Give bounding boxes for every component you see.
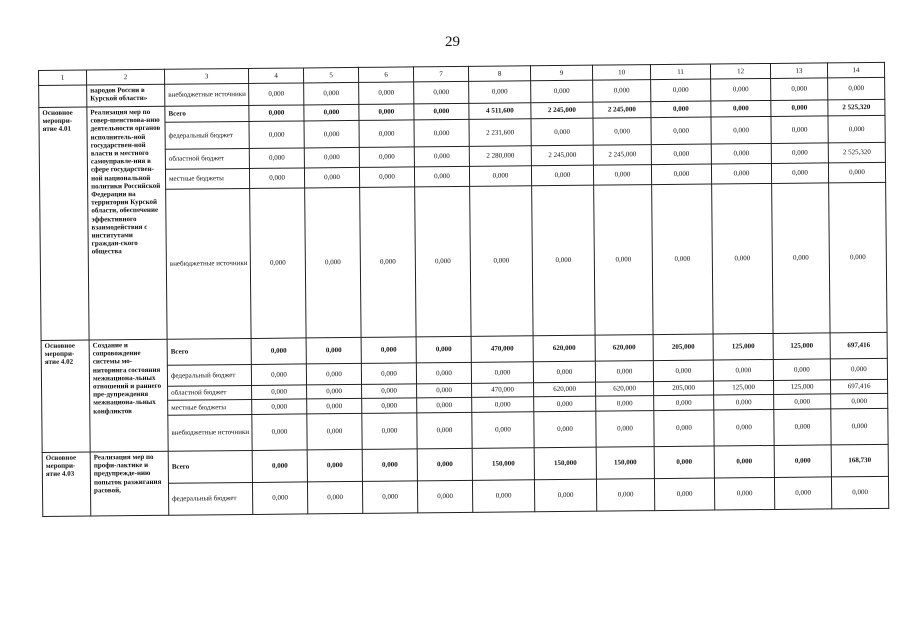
- event-code-cell: [39, 85, 87, 107]
- value-cell-col-4: 0,000: [252, 399, 307, 415]
- column-header-1: 1: [39, 70, 87, 85]
- value-cell-col-10: 150,000: [596, 447, 654, 480]
- value-cell-col-5: 0,000: [307, 449, 362, 482]
- value-cell-col-13: 0,000: [771, 116, 828, 144]
- value-cell-col-6: 0,000: [361, 363, 416, 385]
- value-cell-col-7: 0,000: [414, 146, 469, 167]
- value-cell-col-8: 0,000: [472, 480, 534, 513]
- value-cell-col-7: 0,000: [417, 383, 472, 398]
- value-cell-col-6: 0,000: [359, 104, 414, 121]
- value-cell-col-5: 0,000: [307, 398, 362, 414]
- value-cell-col-11: 0,000: [651, 164, 711, 185]
- value-cell-col-10: 0,000: [593, 165, 651, 186]
- page-number: 29: [445, 34, 460, 50]
- value-cell-col-9: 0,000: [531, 118, 593, 146]
- value-cell-col-12: 0,000: [711, 163, 771, 184]
- budget-table-sheet: [38, 62, 888, 517]
- funding-source-cell: внебюджетные источники: [165, 83, 249, 106]
- value-cell-col-8: 470,000: [471, 336, 533, 363]
- column-header-13: 13: [770, 63, 827, 79]
- funding-source-cell: местные бюджеты: [168, 399, 252, 415]
- value-cell-col-8: 0,000: [469, 166, 531, 187]
- column-header-12: 12: [710, 63, 770, 79]
- value-cell-col-8: 0,000: [472, 397, 534, 413]
- funding-source-cell: Всего: [168, 450, 252, 483]
- value-cell-col-7: 0,000: [417, 448, 472, 481]
- event-name-cell: Реализация мер по профи-лактике и предупрежде-нию попыток разжигания расовой,: [90, 451, 169, 516]
- value-cell-col-5: 0,000: [307, 481, 362, 514]
- value-cell-col-9: 620,000: [533, 335, 595, 362]
- value-cell-col-14: 2 525,320: [828, 99, 885, 116]
- value-cell-col-14: 0,000: [828, 77, 885, 100]
- value-cell-col-6: 0,000: [362, 449, 417, 482]
- event-name-cell: Создание и сопровождение системы мо-ниторинга состояния межнациона-льных отношений и раннего пре-дупреждения межнациона-льных конфликтов: [89, 339, 168, 452]
- value-cell-col-10: 0,000: [596, 479, 654, 512]
- value-cell-col-10: 620,000: [595, 335, 653, 362]
- value-cell-col-5: 0,000: [307, 413, 362, 450]
- value-cell-col-4: 0,000: [249, 148, 304, 169]
- value-cell-col-5: 0,000: [304, 147, 359, 168]
- value-cell-col-14: 0,000: [831, 408, 888, 445]
- value-cell-col-9: 0,000: [534, 396, 596, 412]
- value-cell-col-13: 0,000: [774, 409, 831, 446]
- value-cell-col-4: 0,000: [249, 83, 304, 106]
- table-row: [42, 476, 888, 516]
- value-cell-col-7: 0,000: [417, 412, 472, 449]
- value-cell-col-4: 0,000: [252, 414, 307, 451]
- column-header-10: 10: [592, 65, 650, 81]
- value-cell-col-5: 0,000: [304, 167, 359, 188]
- value-cell-col-12: 0,000: [711, 116, 771, 144]
- value-cell-col-13: 125,000: [773, 333, 830, 360]
- funding-source-cell: внебюджетные источники: [168, 414, 252, 451]
- value-cell-col-14: 0,000: [829, 182, 887, 333]
- value-cell-col-12: 125,000: [713, 333, 773, 360]
- value-cell-col-13: 0,000: [771, 163, 828, 184]
- value-cell-col-8: 2 231,600: [469, 119, 531, 147]
- value-cell-col-7: 0,000: [414, 103, 469, 120]
- value-cell-col-14: 0,000: [831, 476, 888, 509]
- value-cell-col-13: 0,000: [774, 394, 831, 410]
- value-cell-col-12: 0,000: [711, 143, 771, 164]
- column-header-2: 2: [87, 69, 165, 85]
- funding-source-cell: федеральный бюджет: [167, 364, 251, 386]
- value-cell-col-12: 0,000: [712, 183, 773, 334]
- value-cell-col-6: 0,000: [359, 147, 414, 168]
- event-code-cell: Основное меропри-ятие 4.01: [39, 107, 89, 340]
- value-cell-col-7: 0,000: [415, 186, 471, 337]
- value-cell-col-4: 0,000: [251, 338, 306, 365]
- value-cell-col-4: 0,000: [252, 385, 307, 400]
- value-cell-col-8: 0,000: [470, 186, 533, 337]
- value-cell-col-9: 0,000: [533, 361, 595, 383]
- value-cell-col-12: 0,000: [711, 78, 771, 101]
- value-cell-col-9: 0,000: [532, 185, 595, 336]
- value-cell-col-5: 0,000: [306, 363, 361, 385]
- value-cell-col-10: 0,000: [593, 80, 651, 103]
- value-cell-col-10: 0,000: [595, 361, 653, 383]
- value-cell-col-11: 205,000: [654, 381, 714, 396]
- value-cell-col-11: 205,000: [653, 334, 713, 361]
- value-cell-col-8: 4 511,600: [469, 103, 531, 120]
- event-code-cell: Основное меропри-ятие 4.02: [41, 340, 90, 452]
- value-cell-col-6: 0,000: [362, 481, 417, 514]
- value-cell-col-13: 0,000: [774, 445, 831, 478]
- value-cell-col-10: 0,000: [596, 396, 654, 412]
- value-cell-col-11: 0,000: [652, 184, 713, 335]
- value-cell-col-12: 0,000: [714, 445, 774, 478]
- value-cell-col-9: 0,000: [531, 80, 593, 103]
- value-cell-col-5: 0,000: [307, 384, 362, 399]
- value-cell-col-13: 0,000: [773, 359, 830, 381]
- value-cell-col-9: 2 245,000: [531, 145, 593, 166]
- column-header-5: 5: [303, 67, 358, 83]
- event-code-cell: Основное меропри-ятие 4.03: [42, 452, 91, 516]
- value-cell-col-8: 0,000: [469, 81, 531, 104]
- funding-source-cell: федеральный бюджет: [168, 482, 252, 515]
- value-cell-col-5: 0,000: [304, 82, 359, 105]
- value-cell-col-12: 0,000: [714, 409, 774, 446]
- value-cell-col-7: 0,000: [414, 119, 469, 147]
- value-cell-col-13: 0,000: [771, 78, 828, 101]
- value-cell-col-11: 0,000: [651, 101, 711, 118]
- column-header-8: 8: [468, 66, 530, 82]
- value-cell-col-11: 0,000: [653, 360, 713, 382]
- event-name-cell: Реализация мер по совер-шенствова-нию деятельности органов исполнитель-ной государствен-ной власти и местного самоуправле-ния в сфере государствен-ной национальной политики Российской Федерации на территории Курской области, обеспечение эффективного взаимодействия с институтами граждан-ского общества: [87, 106, 167, 340]
- value-cell-col-12: 0,000: [714, 477, 774, 510]
- value-cell-col-7: 0,000: [416, 362, 471, 384]
- table-row: [40, 182, 887, 340]
- funding-source-cell: Всего: [165, 105, 249, 122]
- funding-source-cell: внебюджетные источники: [166, 188, 251, 339]
- value-cell-col-9: 150,000: [534, 447, 596, 480]
- value-cell-col-4: 0,000: [252, 450, 307, 483]
- value-cell-col-4: 0,000: [251, 364, 306, 386]
- value-cell-col-11: 0,000: [654, 410, 714, 447]
- value-cell-col-13: 125,000: [774, 380, 831, 395]
- column-header-14: 14: [827, 62, 884, 78]
- value-cell-col-5: 0,000: [305, 187, 361, 338]
- value-cell-col-5: 0,000: [304, 120, 359, 148]
- event-name-cell: народов России в Курской области»: [87, 84, 165, 107]
- value-cell-col-4: 0,000: [249, 168, 304, 189]
- value-cell-col-6: 0,000: [362, 413, 417, 450]
- value-cell-col-14: 2 525,320: [828, 142, 885, 163]
- funding-source-cell: местные бюджеты: [165, 168, 249, 189]
- value-cell-col-4: 0,000: [249, 105, 304, 122]
- table-body: [39, 77, 889, 516]
- value-cell-col-8: 150,000: [472, 448, 534, 481]
- value-cell-col-5: 0,000: [306, 337, 361, 364]
- value-cell-col-10: 0,000: [594, 185, 653, 336]
- value-cell-col-14: 697,416: [831, 379, 888, 394]
- value-cell-col-4: 0,000: [250, 188, 306, 339]
- value-cell-col-12: 125,000: [714, 380, 774, 395]
- value-cell-col-7: 0,000: [414, 81, 469, 104]
- value-cell-col-14: 0,000: [830, 358, 887, 380]
- column-header-7: 7: [413, 66, 468, 82]
- value-cell-col-9: 2 245,000: [531, 102, 593, 119]
- value-cell-col-11: 0,000: [651, 144, 711, 165]
- value-cell-col-12: 0,000: [713, 359, 773, 381]
- value-cell-col-5: 0,000: [304, 104, 359, 121]
- value-cell-col-9: 0,000: [534, 411, 596, 448]
- value-cell-col-10: 2 245,000: [593, 145, 651, 166]
- funding-source-cell: Всего: [167, 338, 251, 365]
- value-cell-col-9: 0,000: [531, 165, 593, 186]
- value-cell-col-13: 0,000: [774, 477, 831, 510]
- value-cell-col-8: 470,000: [472, 383, 534, 398]
- value-cell-col-10: 0,000: [593, 118, 651, 146]
- value-cell-col-8: 0,000: [472, 412, 534, 449]
- value-cell-col-10: 2 245,000: [593, 102, 651, 119]
- column-header-11: 11: [650, 64, 710, 80]
- value-cell-col-13: 0,000: [772, 183, 830, 334]
- value-cell-col-8: 0,000: [471, 362, 533, 384]
- value-cell-col-14: 0,000: [828, 115, 885, 143]
- value-cell-col-13: 0,000: [771, 143, 828, 164]
- funding-source-cell: областной бюджет: [165, 148, 249, 169]
- column-header-3: 3: [164, 68, 248, 84]
- value-cell-col-14: 0,000: [831, 393, 888, 409]
- value-cell-col-14: 697,416: [830, 332, 887, 359]
- value-cell-col-9: 620,000: [534, 382, 596, 397]
- value-cell-col-14: 0,000: [828, 162, 885, 183]
- value-cell-col-13: 0,000: [771, 100, 828, 117]
- value-cell-col-6: 0,000: [359, 167, 414, 188]
- funding-source-cell: областной бюджет: [168, 385, 252, 400]
- value-cell-col-7: 0,000: [417, 480, 472, 513]
- value-cell-col-4: 0,000: [249, 121, 304, 149]
- value-cell-col-7: 0,000: [416, 336, 471, 363]
- value-cell-col-7: 0,000: [417, 397, 472, 413]
- value-cell-col-6: 0,000: [359, 82, 414, 105]
- value-cell-col-11: 0,000: [651, 117, 711, 145]
- value-cell-col-10: 0,000: [596, 411, 654, 448]
- value-cell-col-11: 0,000: [654, 478, 714, 511]
- value-cell-col-8: 2 280,000: [469, 146, 531, 167]
- value-cell-col-9: 0,000: [534, 479, 596, 512]
- column-header-4: 4: [248, 68, 303, 84]
- value-cell-col-11: 0,000: [654, 446, 714, 479]
- value-cell-col-10: 620,000: [596, 382, 654, 397]
- column-header-6: 6: [358, 67, 413, 83]
- value-cell-col-11: 0,000: [651, 79, 711, 102]
- value-cell-col-12: 0,000: [711, 100, 771, 117]
- value-cell-col-6: 0,000: [359, 120, 414, 148]
- budget-table: [38, 62, 889, 517]
- value-cell-col-6: 0,000: [360, 187, 416, 338]
- value-cell-col-12: 0,000: [714, 394, 774, 410]
- value-cell-col-6: 0,000: [361, 337, 416, 364]
- value-cell-col-11: 0,000: [654, 395, 714, 411]
- value-cell-col-4: 0,000: [252, 482, 307, 515]
- column-header-9: 9: [530, 65, 592, 81]
- value-cell-col-6: 0,000: [362, 384, 417, 399]
- funding-source-cell: федеральный бюджет: [165, 121, 249, 149]
- value-cell-col-6: 0,000: [362, 398, 417, 414]
- value-cell-col-14: 168,730: [831, 444, 888, 477]
- value-cell-col-7: 0,000: [414, 166, 469, 187]
